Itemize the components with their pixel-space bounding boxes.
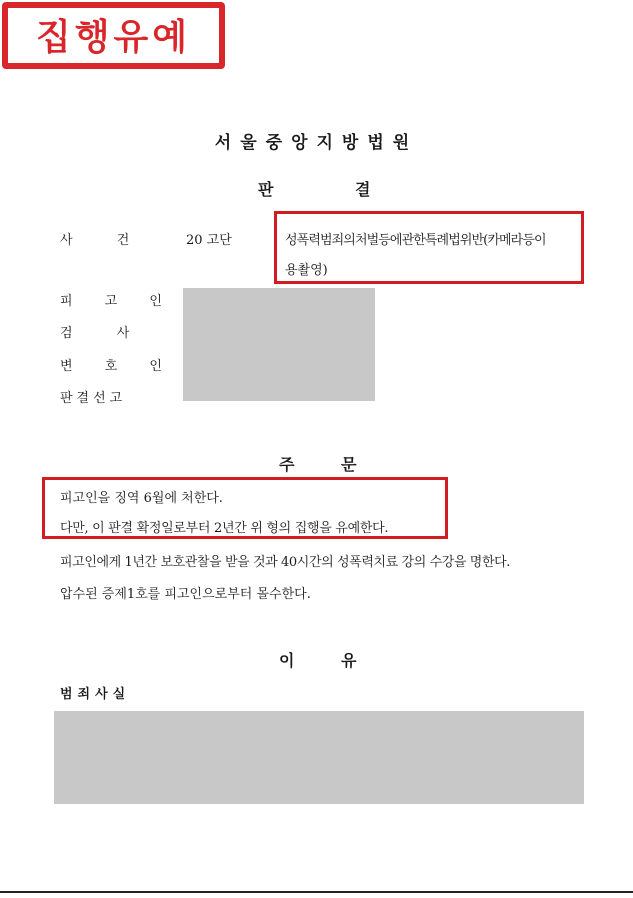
execution-suspended-stamp <box>2 2 225 69</box>
judgment-title-right: 결 <box>355 180 371 199</box>
case-name-line2: 용촬영) <box>285 263 328 278</box>
order-line-4: 압수된 증제1호를 피고인으로부터 몰수한다. <box>60 587 311 602</box>
parties-redaction-block <box>183 288 375 401</box>
verdict-date-label: 판결선고 <box>60 391 127 406</box>
stamp-text: 집행유예 <box>35 17 192 58</box>
bottom-divider <box>0 891 633 893</box>
counsel-label: 변 호 인 <box>60 359 176 374</box>
case-number: 20 고단 <box>186 233 232 248</box>
court-name: 서울중앙지방법원 <box>214 133 419 153</box>
reasons-title-left: 이 <box>279 651 295 670</box>
defendant-label: 피 고 인 <box>60 294 176 309</box>
prosecutor-label: 검 사 <box>60 326 130 341</box>
judgment-title-left: 판 <box>258 180 274 199</box>
order-title-right: 문 <box>341 455 357 474</box>
order-line-3: 피고인에게 1년간 보호관찰을 받을 것과 40시간의 성폭력치료 강의 수강을 명한다. <box>60 555 510 570</box>
order-line-1: 피고인을 징역 6월에 처한다. <box>60 491 223 506</box>
case-name-line1: 성폭력범죄의처벌등에관한특례법위반(카메라등이 <box>285 233 546 248</box>
order-title-left: 주 <box>279 455 295 474</box>
reasons-title-right: 유 <box>341 651 357 670</box>
order-line-2: 다만, 이 판결 확정일로부터 2년간 위 형의 집행을 유예한다. <box>60 521 389 536</box>
case-label: 사 건 <box>60 233 130 248</box>
crime-facts-label: 범죄사실 <box>60 687 131 702</box>
crime-facts-redaction-block <box>54 711 584 804</box>
